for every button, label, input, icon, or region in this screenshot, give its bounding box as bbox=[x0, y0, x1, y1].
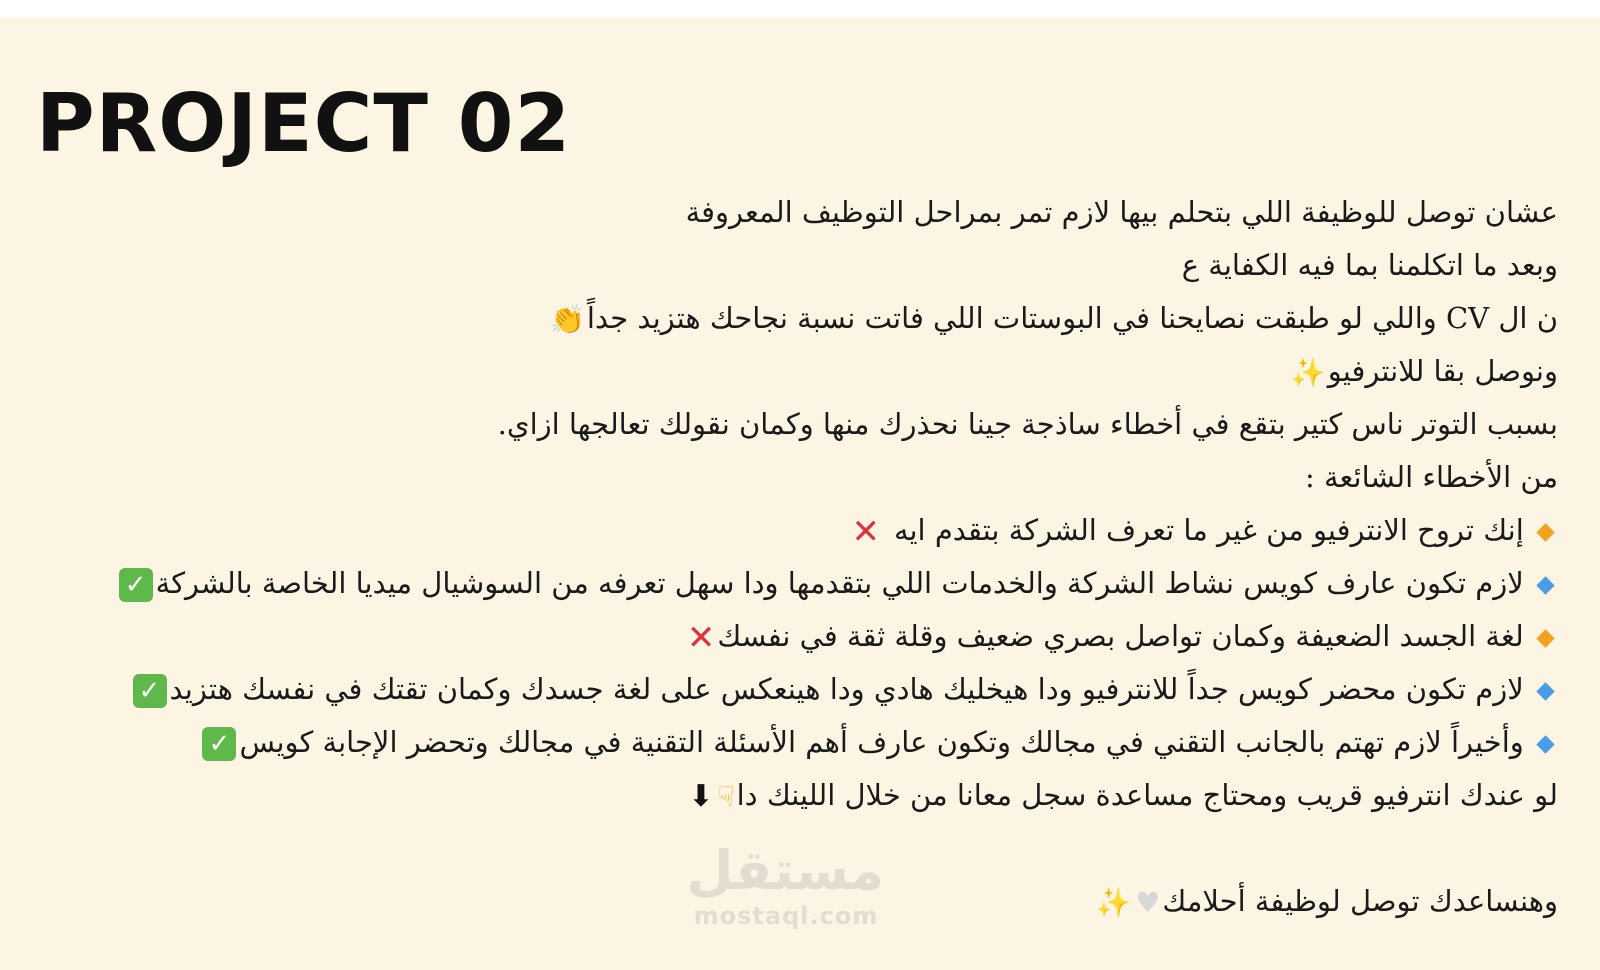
intro-text-1: عشان توصل للوظيفة اللي بتحلم بيها لازم تمر بمراحل التوظيف المعروفة bbox=[685, 195, 1558, 229]
intro-text-5: بسبب التوتر ناس كتير بتقع في أخطاء ساذجة جينا نحذرك منها وكمان نقولك تعالجها ازاي. bbox=[497, 407, 1558, 441]
project-title: PROJECT 02 bbox=[36, 77, 572, 170]
list-item-text: لغة الجسد الضعيفة وكمان تواصل بصري ضعيف وقلة ثقة في نفسك bbox=[717, 619, 1524, 653]
check-mark-icon: ✓ bbox=[119, 568, 153, 602]
blue-diamond-icon bbox=[1536, 682, 1554, 700]
intro-text-6: من الأخطاء الشائعة : bbox=[1304, 460, 1558, 494]
blue-diamond-icon bbox=[1536, 576, 1554, 594]
list-item-text: لازم تكون عارف كويس نشاط الشركة والخدمات اللي بتقدمها ودا سهل تعرفه من السوشيال ميديا الخاصة بالشركة bbox=[155, 566, 1524, 600]
orange-diamond-icon bbox=[1536, 523, 1554, 541]
cta-line bbox=[78, 769, 1558, 822]
check-mark-icon: ✓ bbox=[133, 674, 167, 708]
intro-text-2: وبعد ما اتكلمنا بما فيه الكفاية ع bbox=[1181, 248, 1558, 282]
closing-line bbox=[78, 875, 1558, 928]
intro-line-5 bbox=[78, 398, 1558, 451]
clapping-hands-icon: 👏 bbox=[550, 303, 585, 336]
closing-text: وهنساعدك توصل لوظيفة أحلامك bbox=[1162, 884, 1558, 918]
white-heart-icon: ♥ bbox=[1135, 886, 1161, 919]
cta-text: لو عندك انترفيو قريب ومحتاج مساعدة سجل معانا من خلال اللينك دا bbox=[736, 778, 1558, 812]
list-item bbox=[78, 504, 1558, 557]
check-mark-icon: ✓ bbox=[202, 727, 236, 761]
intro-text-3: ن ال CV واللي لو طبقت نصايحنا في البوستات اللي فاتت نسبة نجاحك هتزيد جداً bbox=[586, 301, 1558, 335]
intro-text-4: ونوصل بقا للانترفيو bbox=[1327, 354, 1558, 388]
list-item-text: لازم تكون محضر كويس جداً للانترفيو ودا هيخليك هادي ودا هينعكس على لغة جسدك وكمان تقتك في نفسك هتزيد bbox=[169, 672, 1524, 706]
post-body bbox=[78, 186, 1558, 928]
intro-line-3 bbox=[78, 292, 1558, 345]
list-item bbox=[78, 557, 1558, 610]
sparkles-icon: ✨ bbox=[1290, 356, 1326, 389]
sparkles-icon: ✨ bbox=[1096, 886, 1132, 919]
intro-line-1 bbox=[78, 186, 1558, 239]
watermark-latin: mostaql.com bbox=[693, 902, 879, 930]
watermark-arabic: مستقل bbox=[686, 839, 884, 902]
pointing-down-icon: ☟ bbox=[717, 780, 735, 813]
cross-mark-icon: ✕ bbox=[851, 512, 880, 552]
list-item bbox=[78, 716, 1558, 769]
cross-mark-icon: ✕ bbox=[686, 618, 716, 658]
list-item bbox=[78, 610, 1558, 663]
blue-diamond-icon bbox=[1536, 735, 1554, 753]
list-item bbox=[78, 663, 1558, 716]
intro-line-4 bbox=[78, 345, 1558, 398]
orange-diamond-icon bbox=[1536, 629, 1554, 647]
post-canvas bbox=[0, 18, 1600, 970]
list-item-text: وأخيراً لازم تهتم بالجانب التقني في مجالك وتكون عارف أهم الأسئلة التقنية في مجالك وتحضر الإجابة كويس bbox=[239, 725, 1524, 759]
down-arrow-icon: ⬇ bbox=[688, 779, 714, 814]
list-item-text: إنك تروح الانترفيو من غير ما تعرف الشركة بتقدم ايه bbox=[893, 513, 1524, 547]
intro-line-2 bbox=[78, 239, 1558, 292]
intro-line-6 bbox=[78, 451, 1558, 504]
